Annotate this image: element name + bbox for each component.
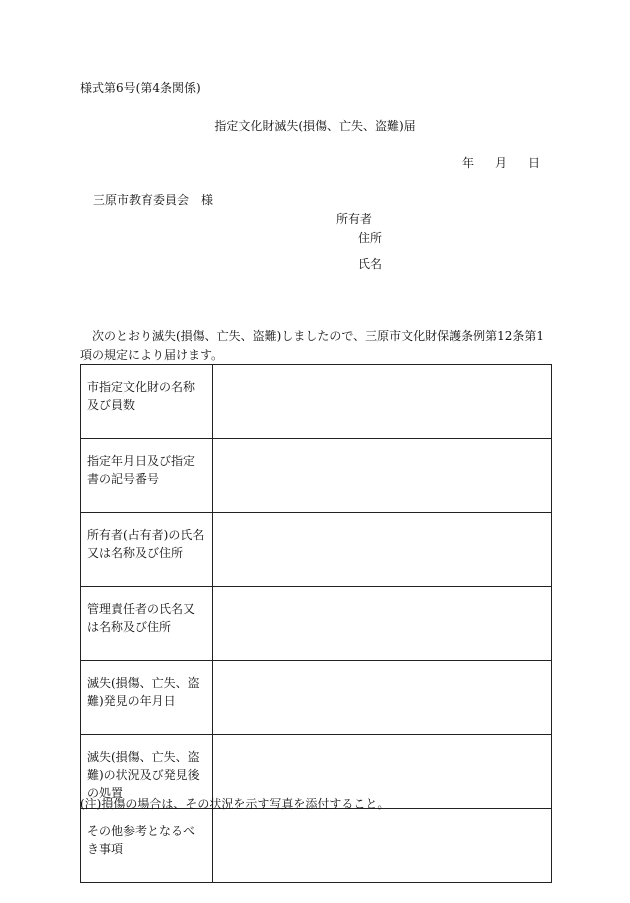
row-value <box>213 809 552 883</box>
table-row <box>81 587 552 661</box>
date-year-label: 年 <box>462 156 475 170</box>
row-value <box>213 365 552 439</box>
name-label: 氏名 <box>358 257 383 271</box>
table-row <box>81 809 552 883</box>
row-value <box>213 439 552 513</box>
row-label: 滅失(損傷、亡失、盗難)の状況及び発見後の処置 <box>81 735 213 809</box>
owner-label: 所有者 <box>336 212 373 226</box>
row-label: その他参考となるべき事項 <box>81 809 213 883</box>
table-row <box>81 513 552 587</box>
address-label: 住所 <box>358 231 383 245</box>
document-title: 指定文化財滅失(損傷、亡失、盗難)届 <box>214 119 416 133</box>
row-value <box>213 513 552 587</box>
addressee: 三原市教育委員会 様 <box>93 193 214 207</box>
row-label: 指定年月日及び指定書の記号番号 <box>81 439 213 513</box>
date-day-label: 日 <box>528 156 541 170</box>
row-label: 滅失(損傷、亡失、盗難)発見の年月日 <box>81 661 213 735</box>
row-value <box>213 587 552 661</box>
table-row <box>81 365 552 439</box>
row-value <box>213 661 552 735</box>
row-label: 市指定文化財の名称及び員数 <box>81 365 213 439</box>
footnote: (注)損傷の場合は、その状況を示す写真を添付すること。 <box>80 797 390 811</box>
row-label: 所有者(占有者)の氏名又は名称及び住所 <box>81 513 213 587</box>
date-line <box>462 155 540 172</box>
date-month-label: 月 <box>495 156 508 170</box>
table-row <box>81 661 552 735</box>
body-text: 次のとおり滅失(損傷、亡失、盗難)しましたので、三原市文化財保護条例第12条第1項の規定により届けます。 <box>80 329 545 362</box>
row-label: 管理責任者の氏名又は名称及び住所 <box>81 587 213 661</box>
form-number: 様式第6号(第4条関係) <box>80 81 201 95</box>
table-row <box>81 439 552 513</box>
